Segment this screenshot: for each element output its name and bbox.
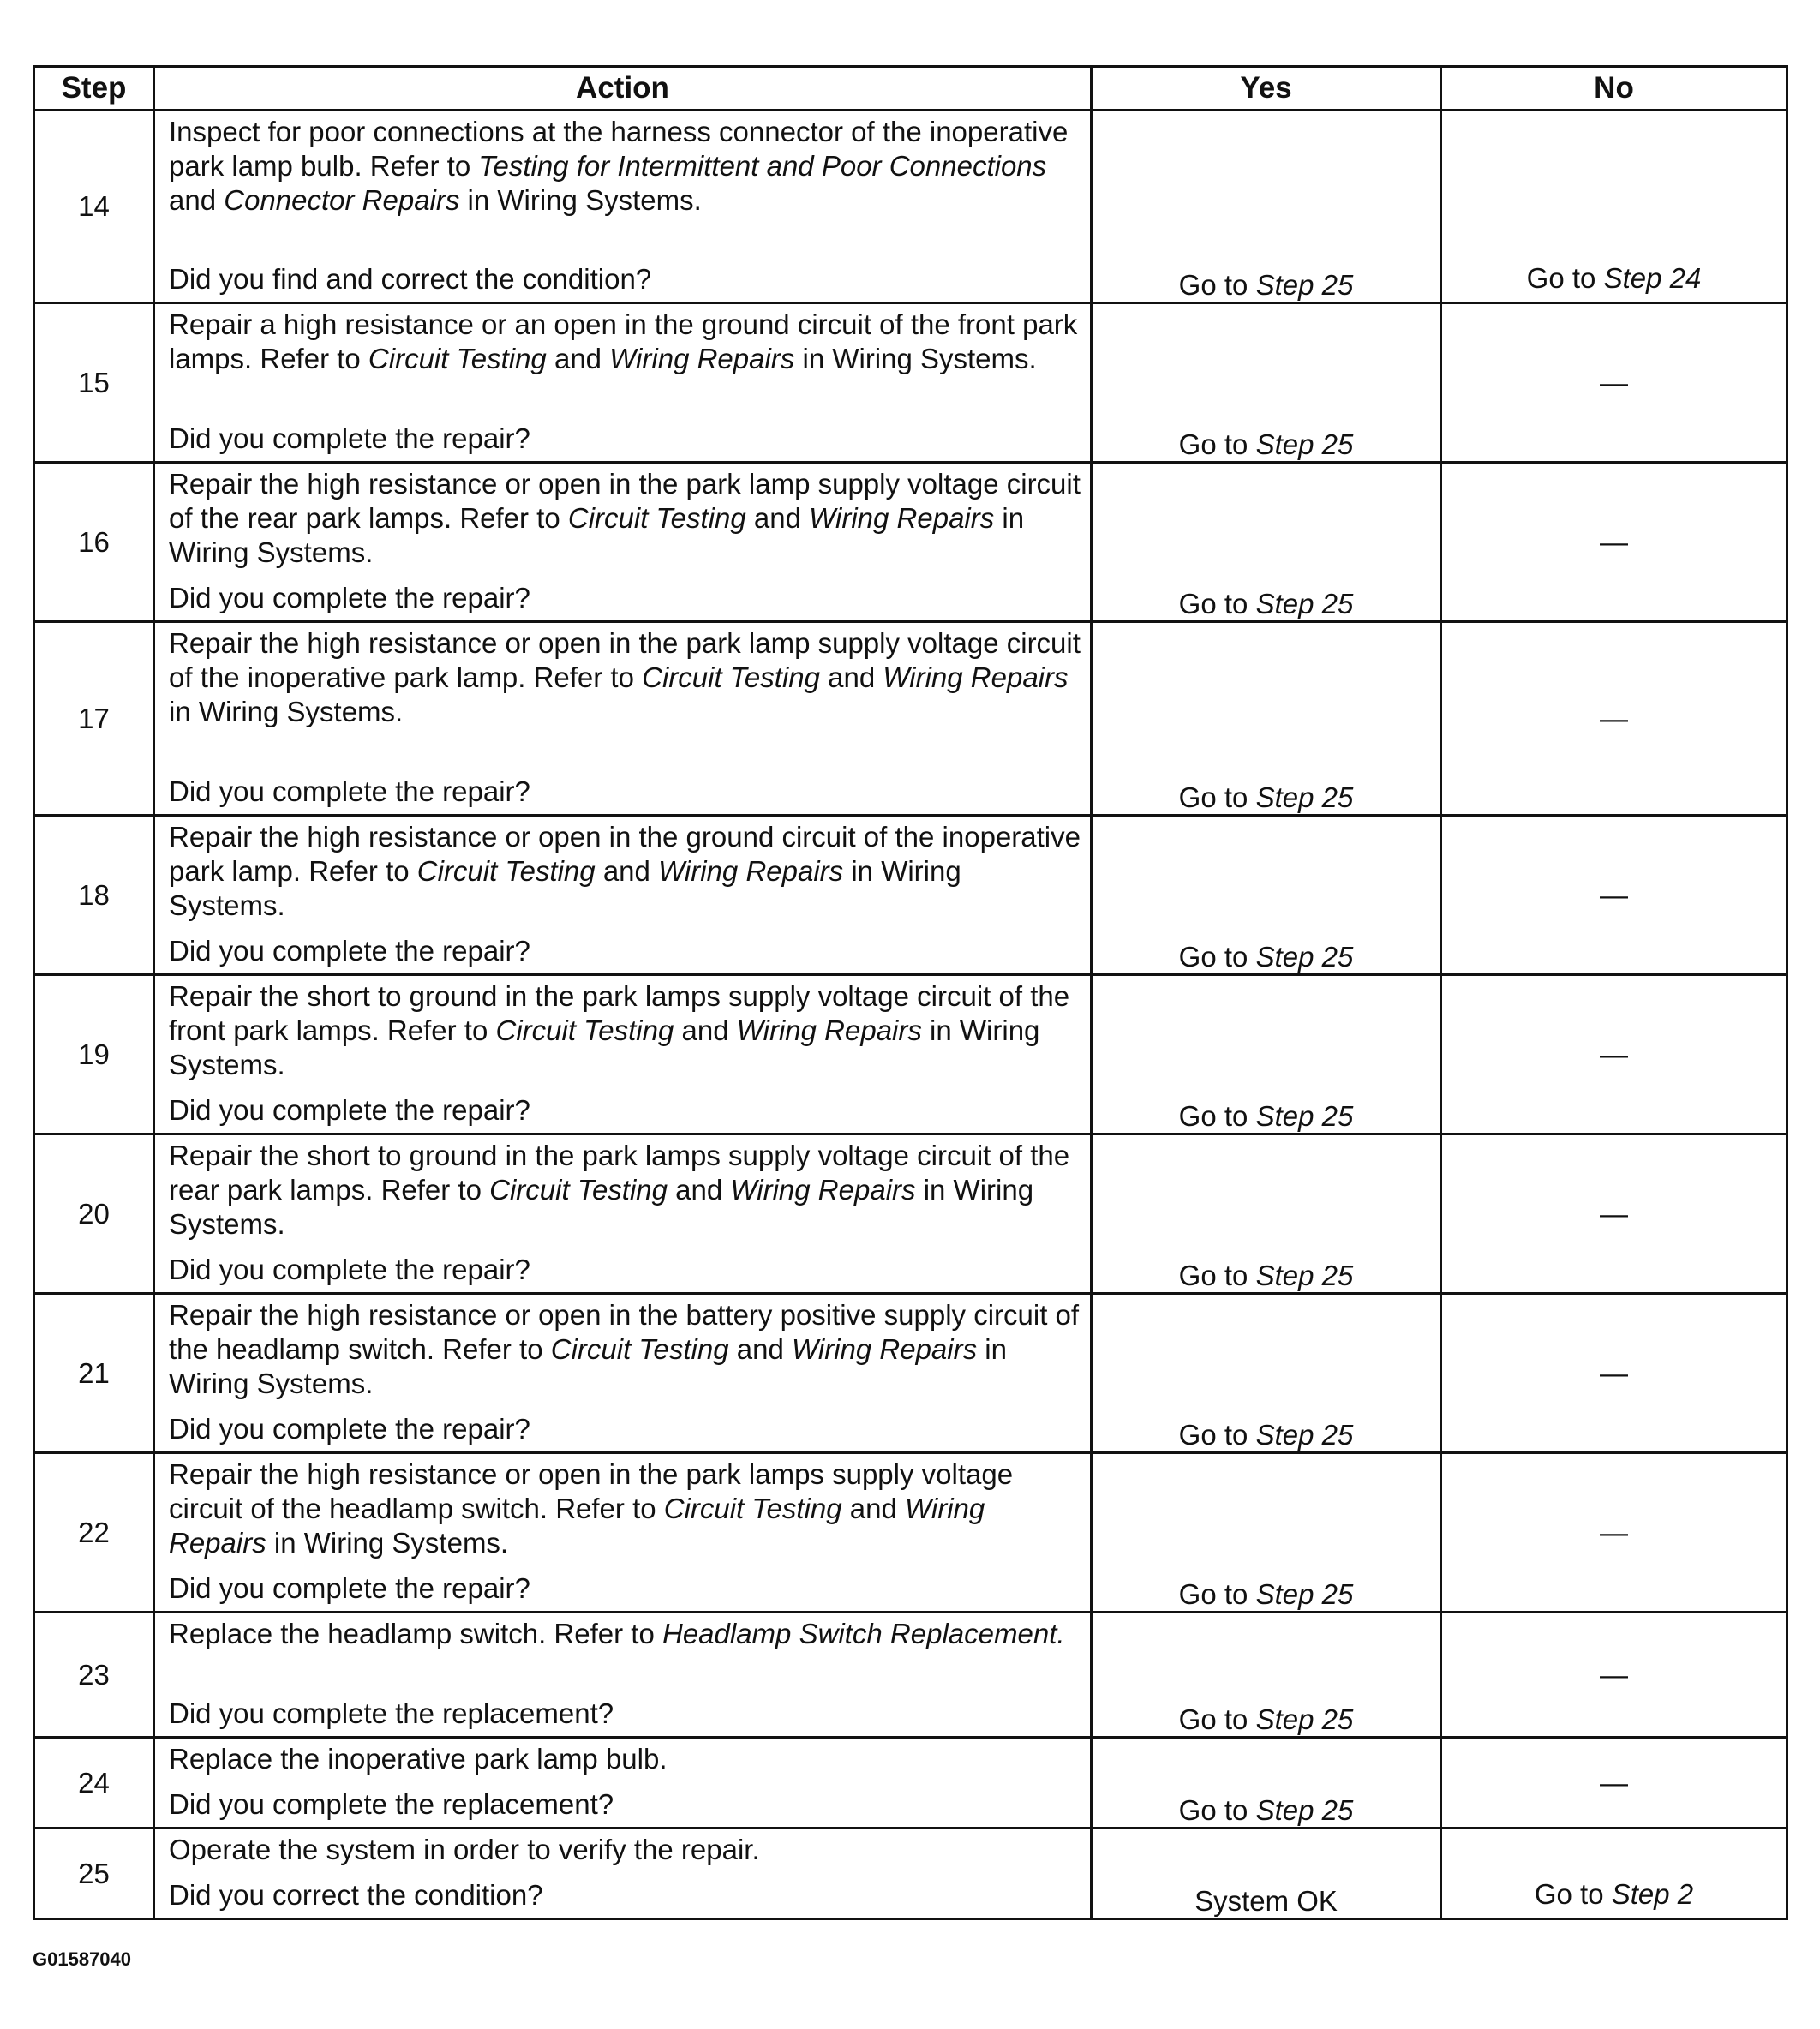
diagnostic-document bbox=[33, 65, 1786, 1920]
table-row bbox=[34, 1613, 1787, 1738]
no-dash: — bbox=[1600, 1038, 1628, 1070]
action-text bbox=[169, 1617, 1085, 1651]
step-number: 21 bbox=[34, 1294, 154, 1453]
no-result bbox=[1441, 1294, 1787, 1453]
step-number: 19 bbox=[34, 975, 154, 1134]
action-text-segment: and bbox=[745, 502, 810, 534]
action-text-segment: Repair the high resistance or open in the ground circuit of the inoperative park lamp. Refer to bbox=[169, 821, 1081, 887]
action-question: Did you find and correct the condition? bbox=[169, 263, 652, 295]
action-reference: Circuit Testing bbox=[495, 1014, 674, 1046]
action-text-segment: in Wiring Systems. bbox=[794, 343, 1037, 374]
action-text-segment: in Wiring Systems. bbox=[169, 1333, 1007, 1399]
yes-prefix: Go to bbox=[1178, 1100, 1256, 1132]
no-result bbox=[1441, 303, 1787, 463]
yes-result bbox=[1092, 1294, 1441, 1453]
no-dash: — bbox=[1600, 1658, 1628, 1691]
yes-step-reference: Step 25 bbox=[1255, 1419, 1354, 1451]
yes-prefix: Go to bbox=[1178, 1578, 1256, 1610]
table-body bbox=[34, 111, 1787, 1919]
action-text-segment: and bbox=[546, 343, 610, 374]
action-text-segment: in Wiring Systems. bbox=[459, 184, 702, 216]
figure-id: G01587040 bbox=[33, 1948, 131, 1970]
action-reference: Wiring Repairs bbox=[169, 1493, 985, 1559]
action-text-segment: Repair a high resistance or an open in the ground circuit of the front park lamps. Refer to bbox=[169, 308, 1078, 374]
table-row bbox=[34, 1453, 1787, 1613]
action-text-segment: and bbox=[728, 1333, 793, 1365]
no-result bbox=[1441, 975, 1787, 1134]
action-reference: Headlamp Switch Replacement. bbox=[662, 1618, 1065, 1649]
action-reference: Circuit Testing bbox=[663, 1493, 842, 1524]
action-question: Did you complete the repair? bbox=[169, 1413, 530, 1445]
step-number: 20 bbox=[34, 1134, 154, 1294]
header-yes: Yes bbox=[1092, 67, 1441, 111]
action-cell bbox=[154, 622, 1092, 816]
step-number: 16 bbox=[34, 463, 154, 622]
action-text-segment: and bbox=[595, 855, 659, 887]
action-cell bbox=[154, 303, 1092, 463]
yes-step-reference: Step 25 bbox=[1255, 269, 1354, 301]
no-result bbox=[1441, 111, 1787, 303]
action-text-segment: and bbox=[841, 1493, 906, 1524]
table-row bbox=[34, 975, 1787, 1134]
no-result bbox=[1441, 1453, 1787, 1613]
action-reference: Wiring Repairs bbox=[658, 855, 844, 887]
step-number: 18 bbox=[34, 816, 154, 975]
action-reference: Wiring Repairs bbox=[809, 502, 995, 534]
header-action: Action bbox=[154, 67, 1092, 111]
no-result bbox=[1441, 622, 1787, 816]
action-text bbox=[169, 626, 1085, 729]
yes-prefix: Go to bbox=[1178, 781, 1256, 813]
action-cell bbox=[154, 1134, 1092, 1294]
action-question: Did you complete the repair? bbox=[169, 1572, 530, 1604]
no-dash: — bbox=[1600, 1356, 1628, 1389]
yes-step-reference: Step 25 bbox=[1255, 941, 1354, 973]
no-result bbox=[1441, 816, 1787, 975]
step-number: 25 bbox=[34, 1828, 154, 1919]
yes-step-reference: Step 25 bbox=[1255, 1794, 1354, 1826]
action-text-segment: Replace the headlamp switch. Refer to bbox=[169, 1618, 662, 1649]
table-row bbox=[34, 816, 1787, 975]
yes-result bbox=[1092, 1453, 1441, 1613]
action-text-segment: in Wiring Systems. bbox=[169, 1014, 1040, 1080]
yes-prefix: Go to bbox=[1178, 1703, 1256, 1735]
action-text bbox=[169, 820, 1085, 923]
yes-prefix: Go to bbox=[1178, 941, 1256, 973]
yes-step-reference: Step 25 bbox=[1255, 1100, 1354, 1132]
no-dash: — bbox=[1600, 1197, 1628, 1230]
table-row bbox=[34, 1738, 1787, 1828]
table-row bbox=[34, 1294, 1787, 1453]
yes-result bbox=[1092, 1738, 1441, 1828]
action-question: Did you complete the repair? bbox=[169, 1094, 530, 1126]
action-cell bbox=[154, 975, 1092, 1134]
yes-step-reference: Step 25 bbox=[1255, 781, 1354, 813]
action-reference: Testing for Intermittent and Poor Connections bbox=[478, 150, 1047, 182]
yes-step-reference: Step 25 bbox=[1255, 1578, 1354, 1610]
no-dash: — bbox=[1600, 525, 1628, 558]
no-step-reference: Step 2 bbox=[1611, 1878, 1694, 1910]
yes-result bbox=[1092, 111, 1441, 303]
action-reference: Circuit Testing bbox=[416, 855, 596, 887]
action-text-segment: in Wiring Systems. bbox=[169, 1174, 1034, 1240]
yes-step-reference: Step 25 bbox=[1255, 428, 1354, 460]
no-dash: — bbox=[1600, 366, 1628, 398]
step-number: 22 bbox=[34, 1453, 154, 1613]
step-number: 24 bbox=[34, 1738, 154, 1828]
action-text-segment: Repair the high resistance or open in the park lamp supply voltage circuit of the inoperative park lamp. Refer to bbox=[169, 627, 1081, 693]
yes-result bbox=[1092, 816, 1441, 975]
action-reference: Wiring Repairs bbox=[730, 1174, 916, 1206]
no-result bbox=[1441, 1828, 1787, 1919]
yes-step-reference: Step 25 bbox=[1255, 1703, 1354, 1735]
action-reference: Circuit Testing bbox=[489, 1174, 668, 1206]
action-text-segment: Repair the high resistance or open in the park lamp supply voltage circuit of the rear park lamps. Refer to bbox=[169, 468, 1081, 534]
header-no: No bbox=[1441, 67, 1787, 111]
action-question: Did you complete the replacement? bbox=[169, 1697, 614, 1729]
action-text-segment: Repair the high resistance or open in the park lamps supply voltage circuit of the headlamp switch. Refer to bbox=[169, 1458, 1014, 1524]
action-text bbox=[169, 467, 1085, 570]
action-question: Did you complete the repair? bbox=[169, 582, 530, 613]
action-cell bbox=[154, 111, 1092, 303]
action-cell bbox=[154, 1294, 1092, 1453]
action-text-segment: and bbox=[668, 1174, 731, 1206]
yes-prefix: Go to bbox=[1178, 1794, 1256, 1826]
table-row bbox=[34, 622, 1787, 816]
yes-step-reference: Step 25 bbox=[1255, 1260, 1354, 1291]
action-text-segment: Repair the high resistance or open in the battery positive supply circuit of the headlamp switch. Refer to bbox=[169, 1299, 1080, 1365]
action-reference: Wiring Repairs bbox=[609, 343, 795, 374]
step-number: 15 bbox=[34, 303, 154, 463]
header-row bbox=[34, 67, 1787, 111]
action-text-segment: in Wiring Systems. bbox=[266, 1527, 509, 1559]
action-text-segment: Operate the system in order to verify the repair. bbox=[169, 1834, 760, 1865]
action-question: Did you complete the repair? bbox=[169, 775, 530, 807]
action-cell bbox=[154, 1453, 1092, 1613]
header-step: Step bbox=[34, 67, 154, 111]
action-cell bbox=[154, 1738, 1092, 1828]
table-row bbox=[34, 1134, 1787, 1294]
no-result bbox=[1441, 463, 1787, 622]
action-cell bbox=[154, 1613, 1092, 1738]
action-reference: Wiring Repairs bbox=[736, 1014, 922, 1046]
action-text-segment: Repair the short to ground in the park lamps supply voltage circuit of the rear park lamps. Refer to bbox=[169, 1140, 1070, 1206]
yes-prefix: Go to bbox=[1178, 588, 1256, 619]
action-text-segment: in Wiring Systems. bbox=[169, 696, 404, 727]
yes-prefix: Go to bbox=[1178, 1419, 1256, 1451]
no-dash: — bbox=[1600, 1516, 1628, 1548]
yes-prefix: Go to bbox=[1178, 428, 1256, 460]
no-step-reference: Step 24 bbox=[1603, 262, 1702, 294]
no-result bbox=[1441, 1738, 1787, 1828]
no-prefix: Go to bbox=[1534, 1878, 1612, 1910]
action-text bbox=[169, 1298, 1085, 1401]
step-number: 14 bbox=[34, 111, 154, 303]
action-text bbox=[169, 1742, 1085, 1776]
yes-result bbox=[1092, 463, 1441, 622]
no-result bbox=[1441, 1134, 1787, 1294]
action-reference: Circuit Testing bbox=[368, 343, 547, 374]
step-number: 17 bbox=[34, 622, 154, 816]
yes-prefix: System OK bbox=[1194, 1885, 1338, 1917]
action-reference: Circuit Testing bbox=[642, 661, 820, 693]
no-dash: — bbox=[1600, 878, 1628, 911]
action-text-segment: Inspect for poor connections at the harness connector of the inoperative park lamp bulb. Refer to bbox=[169, 116, 1069, 182]
action-text-segment: and bbox=[674, 1014, 737, 1046]
action-text bbox=[169, 1833, 1085, 1867]
action-reference: Circuit Testing bbox=[550, 1333, 729, 1365]
table-row bbox=[34, 303, 1787, 463]
action-question: Did you complete the replacement? bbox=[169, 1788, 614, 1820]
action-text-segment: in Wiring Systems. bbox=[169, 855, 961, 921]
action-text-segment: Replace the inoperative park lamp bulb. bbox=[169, 1743, 668, 1775]
yes-result bbox=[1092, 622, 1441, 816]
no-result bbox=[1441, 1613, 1787, 1738]
yes-result bbox=[1092, 975, 1441, 1134]
step-number: 23 bbox=[34, 1613, 154, 1738]
action-text bbox=[169, 1457, 1085, 1560]
action-cell bbox=[154, 463, 1092, 622]
action-reference: Wiring Repairs bbox=[883, 661, 1069, 693]
table-row bbox=[34, 111, 1787, 303]
table-row bbox=[34, 1828, 1787, 1919]
action-question: Did you complete the repair? bbox=[169, 422, 530, 454]
action-reference: Wiring Repairs bbox=[792, 1333, 978, 1365]
action-text-segment: Repair the short to ground in the park lamps supply voltage circuit of the front park lamps. Refer to bbox=[169, 980, 1070, 1046]
action-question: Did you correct the condition? bbox=[169, 1879, 543, 1911]
no-dash: — bbox=[1600, 1766, 1628, 1799]
action-reference: Circuit Testing bbox=[567, 502, 746, 534]
action-text bbox=[169, 308, 1085, 376]
action-text-segment: and bbox=[820, 661, 883, 693]
yes-result bbox=[1092, 1828, 1441, 1919]
action-question: Did you complete the repair? bbox=[169, 935, 530, 967]
yes-prefix: Go to bbox=[1178, 1260, 1256, 1291]
yes-result bbox=[1092, 303, 1441, 463]
no-dash: — bbox=[1600, 702, 1628, 734]
yes-result bbox=[1092, 1613, 1441, 1738]
action-text-segment: and bbox=[169, 184, 225, 216]
action-text bbox=[169, 115, 1085, 218]
action-question: Did you complete the repair? bbox=[169, 1254, 530, 1285]
action-cell bbox=[154, 816, 1092, 975]
action-cell bbox=[154, 1828, 1092, 1919]
yes-prefix: Go to bbox=[1178, 269, 1256, 301]
action-text-segment: in Wiring Systems. bbox=[169, 502, 1025, 568]
diagnostic-table bbox=[33, 65, 1788, 1920]
action-text bbox=[169, 1139, 1085, 1242]
yes-result bbox=[1092, 1134, 1441, 1294]
action-reference: Connector Repairs bbox=[224, 184, 460, 216]
action-text bbox=[169, 979, 1085, 1082]
table-row bbox=[34, 463, 1787, 622]
no-prefix: Go to bbox=[1526, 262, 1604, 294]
yes-step-reference: Step 25 bbox=[1255, 588, 1354, 619]
